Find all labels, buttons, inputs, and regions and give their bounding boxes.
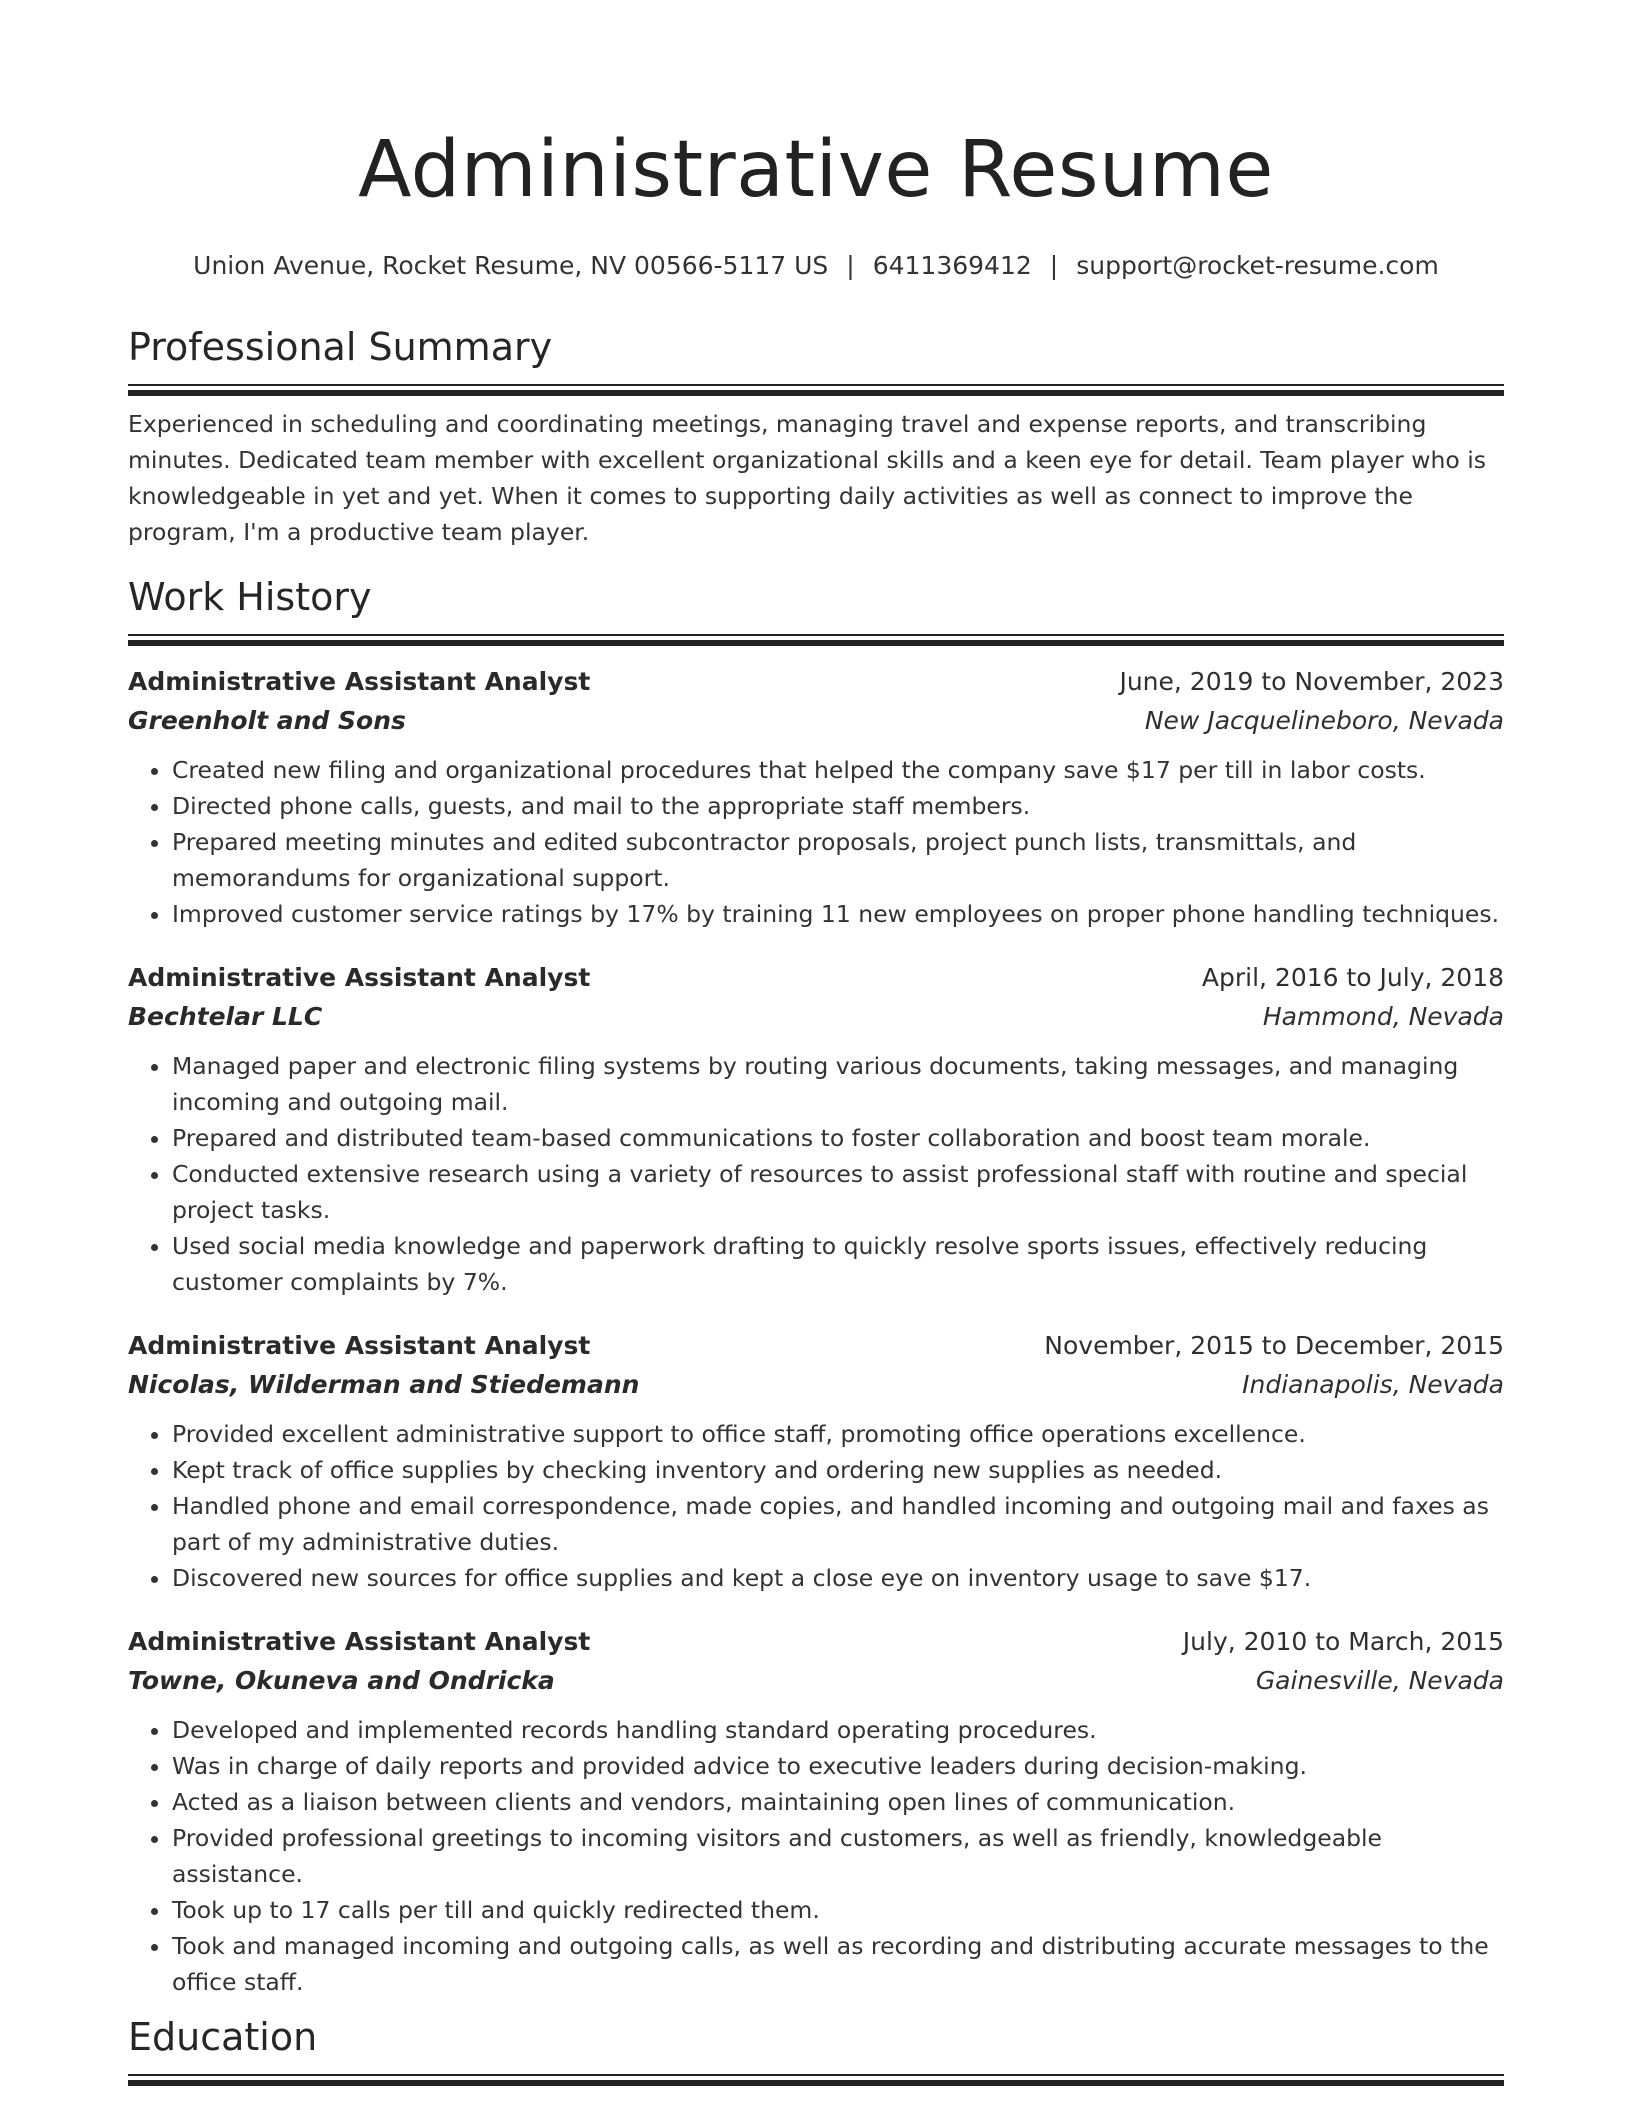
bullet-item: • Took up to 17 calls per till and quickly redirected them. xyxy=(172,1892,1504,1928)
job-title: Administrative Assistant Analyst xyxy=(128,1330,591,1360)
summary-text: Experienced in scheduling and coordinating meetings, managing travel and expense reports, and transcribing minutes. Dedicated team member with excellent organizational skills and a keen eye for detail. Team player who is knowledgeable in yet and yet. When it comes to supporting daily activities as well as connect to improve the program, I'm a productive team player. xyxy=(128,410,1486,546)
company-name: Nicolas, Wilderman and Stiedemann xyxy=(128,1369,640,1399)
section-divider xyxy=(128,2074,1504,2086)
bullet-item: • Handled phone and email correspondence, made copies, and handled incoming and outgoing mail and faxes as part of my administrative duties. xyxy=(172,1488,1504,1560)
bullet-item: • Acted as a liaison between clients and vendors, maintaining open lines of communication. xyxy=(172,1784,1504,1820)
work-history-section xyxy=(128,574,1504,2000)
bullet-item: • Took and managed incoming and outgoing calls, as well as recording and distributing accurate messages to the office staff. xyxy=(172,1928,1504,2000)
job-location: New Jacquelineboro, Nevada xyxy=(1144,705,1504,735)
section-divider xyxy=(128,384,1504,396)
professional-summary-section xyxy=(128,324,1504,550)
job-dates: November, 2015 to December, 2015 xyxy=(1044,1330,1504,1360)
job-bullets xyxy=(128,1048,1504,1300)
job-location: Indianapolis, Nevada xyxy=(1242,1369,1504,1399)
bullet-item: • Directed phone calls, guests, and mail to the appropriate staff members. xyxy=(172,788,1504,824)
bullet-item: • Used social media knowledge and paperwork drafting to quickly resolve sports issues, effectively reducing customer complaints by 7%. xyxy=(172,1228,1504,1300)
bullet-item: • Provided excellent administrative support to office staff, promoting office operations excellence. xyxy=(172,1416,1504,1452)
job-entry xyxy=(128,1326,1504,1596)
job-bullets xyxy=(128,752,1504,932)
job-dates: June, 2019 to November, 2023 xyxy=(1119,666,1504,696)
job-bullets xyxy=(128,1712,1504,2000)
section-heading-summary: Professional Summary xyxy=(128,325,553,369)
job-title: Administrative Assistant Analyst xyxy=(128,962,591,992)
contact-address: Union Avenue, Rocket Resume, NV 00566-5117 US xyxy=(193,251,829,280)
bullet-item: • Conducted extensive research using a variety of resources to assist professional staff with routine and special project tasks. xyxy=(172,1156,1504,1228)
job-location: Gainesville, Nevada xyxy=(1255,1665,1504,1695)
contact-line xyxy=(128,250,1504,282)
job-bullets xyxy=(128,1416,1504,1596)
job-dates: April, 2016 to July, 2018 xyxy=(1201,962,1504,992)
job-entry xyxy=(128,958,1504,1300)
job-location: Hammond, Nevada xyxy=(1262,1001,1504,1031)
contact-separator: | xyxy=(1049,251,1059,280)
resume-title: Administrative Resume xyxy=(358,125,1274,215)
bullet-item: • Discovered new sources for office supplies and kept a close eye on inventory usage to save $17. xyxy=(172,1560,1504,1596)
section-heading-work: Work History xyxy=(128,574,372,619)
bullet-item: • Kept track of office supplies by checking inventory and ordering new supplies as needed. xyxy=(172,1452,1504,1488)
job-dates: July, 2010 to March, 2015 xyxy=(1182,1626,1504,1656)
company-name: Bechtelar LLC xyxy=(128,1001,323,1031)
bullet-item: • Was in charge of daily reports and provided advice to executive leaders during decision-making. xyxy=(172,1748,1504,1784)
bullet-item: • Provided professional greetings to incoming visitors and customers, as well as friendly, knowledgeable assistance. xyxy=(172,1820,1504,1892)
section-divider xyxy=(128,634,1504,646)
bullet-item: • Developed and implemented records handling standard operating procedures. xyxy=(172,1712,1504,1748)
education-section xyxy=(128,2014,1504,2086)
bullet-item: • Prepared meeting minutes and edited subcontractor proposals, project punch lists, transmittals, and memorandums for organizational support. xyxy=(172,824,1504,896)
contact-email: support@rocket-resume.com xyxy=(1076,251,1439,280)
company-name: Greenholt and Sons xyxy=(128,705,406,735)
bullet-item: • Improved customer service ratings by 17% by training 11 new employees on proper phone handling techniques. xyxy=(172,896,1504,932)
job-entry xyxy=(128,662,1504,932)
job-entry xyxy=(128,1622,1504,2000)
company-name: Towne, Okuneva and Ondricka xyxy=(128,1665,555,1695)
job-title: Administrative Assistant Analyst xyxy=(128,666,591,696)
section-heading-education: Education xyxy=(128,2014,318,2059)
bullet-item: • Prepared and distributed team-based communications to foster collaboration and boost team morale. xyxy=(172,1120,1504,1156)
bullet-item: • Created new filing and organizational procedures that helped the company save $17 per till in labor costs. xyxy=(172,752,1504,788)
contact-phone: 6411369412 xyxy=(872,251,1032,280)
bullet-item: • Managed paper and electronic filing systems by routing various documents, taking messages, and managing incoming and outgoing mail. xyxy=(172,1048,1504,1120)
contact-separator: | xyxy=(846,251,855,280)
job-title: Administrative Assistant Analyst xyxy=(128,1626,591,1656)
